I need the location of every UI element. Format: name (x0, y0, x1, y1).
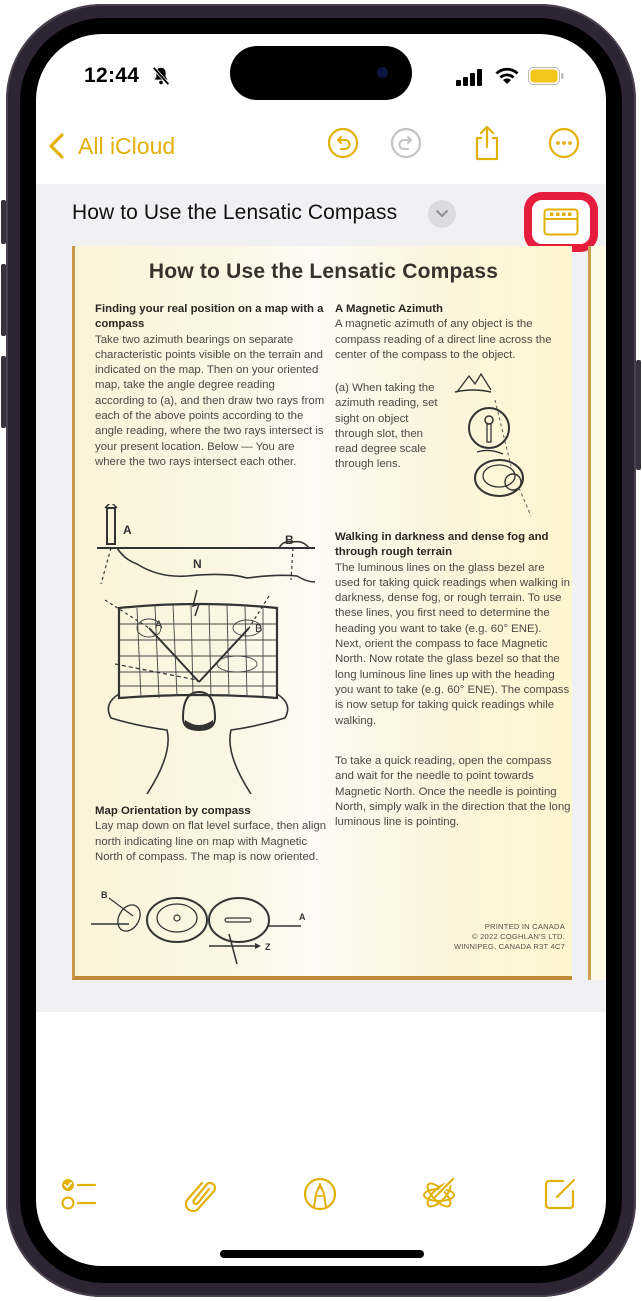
section-finding-position (95, 302, 327, 470)
compass-map-illustration (89, 884, 319, 968)
footer-line: WINNIPEG, CANADA R3T 4C7 (454, 942, 565, 951)
paperclip-icon (183, 1176, 217, 1212)
label-b: B (101, 890, 108, 900)
wifi-icon (494, 65, 520, 85)
checklist-button[interactable] (56, 1170, 104, 1218)
share-icon (472, 125, 502, 161)
compose-button[interactable] (536, 1170, 584, 1218)
section-title: A Magnetic Azimuth (335, 303, 443, 315)
scan-title: How to Use the Lensatic Compass (72, 201, 398, 224)
more-icon (548, 127, 580, 159)
writing-tools-button[interactable] (416, 1170, 464, 1218)
undo-icon (327, 127, 359, 159)
markup-pen-icon (302, 1176, 338, 1212)
label-a: A (299, 912, 306, 922)
back-label: All iCloud (78, 132, 176, 159)
bottom-toolbar (36, 1170, 606, 1224)
redo-icon (390, 127, 422, 159)
chevron-left-icon (46, 133, 68, 159)
section-azimuth-step (335, 381, 445, 473)
volume-up-button (1, 264, 6, 336)
checklist-icon (61, 1177, 99, 1211)
section-magnetic-azimuth (335, 302, 572, 363)
section-body: (a) When taking the azimuth reading, set sight on object through slot, then read degree scale through lens. (335, 382, 438, 471)
document-heading: How to Use the Lensatic Compass (148, 260, 499, 283)
compass-illustration (447, 370, 567, 520)
attachment-button[interactable] (176, 1170, 224, 1218)
section-body: The luminous lines on the glass bezel are used for taking quick readings when walking in darkness, dense fog, or rough terrain. To use these lines, you first need to determine the heading you want to take (e.g. 60° ENE). Next, orient the compass to face Magnetic North. Now rotate the glass bezel so that the long luminous line lines up with the heading you want to take (e.g. 60° ENE). The compass is now setup for taking quick readings while walking. (335, 561, 570, 727)
section-quick-reading (335, 754, 571, 830)
highlight-annotation (524, 192, 598, 252)
screen (36, 34, 606, 1266)
nav-bar (36, 118, 606, 180)
label-b: B (285, 533, 294, 547)
share-button[interactable] (466, 122, 508, 164)
bell-slash-icon (150, 65, 172, 87)
document-page[interactable] (72, 246, 572, 980)
more-button[interactable] (543, 122, 585, 164)
section-title: Walking in darkness and dense fog and through rough terrain (335, 531, 549, 559)
chevron-down-icon (435, 209, 449, 219)
section-body: To take a quick reading, open the compass and wait for the needle to point towards Magnetic North. Once the needle is pointing North, simply walk in the direction that the long luminous line is pointing. (335, 755, 571, 829)
label-z: Z (265, 942, 271, 952)
document-footer (425, 922, 565, 952)
status-time: 12:44 (84, 64, 140, 87)
redo-button[interactable] (385, 122, 427, 164)
battery-icon (528, 67, 564, 85)
footer-line: PRINTED IN CANADA (484, 922, 565, 931)
undo-button[interactable] (322, 122, 364, 164)
section-walking-darkness (335, 530, 571, 729)
section-title: Map Orientation by compass (95, 805, 251, 817)
action-button (1, 200, 6, 244)
title-menu-button[interactable] (428, 200, 456, 228)
label-a: A (123, 523, 132, 537)
status-bar (36, 34, 606, 118)
section-title: Finding your real position on a map with a compass (95, 303, 324, 331)
section-map-orientation (95, 804, 331, 865)
cellular-signal-icon (456, 69, 484, 86)
map-label-a: A (155, 619, 163, 631)
section-body: Lay map down on flat level surface, then align north indicating line on map with Magnetic North of compass. The map is now oriented. (95, 820, 327, 863)
next-page-peek[interactable] (588, 246, 606, 980)
markup-button[interactable] (296, 1170, 344, 1218)
volume-down-button (1, 356, 6, 428)
gallery-grid-icon (543, 208, 579, 236)
map-label-b: B (255, 623, 263, 635)
scanned-document-attachment[interactable] (36, 184, 606, 1012)
front-camera (377, 67, 388, 78)
view-toggle-button[interactable] (532, 200, 590, 244)
writing-tools-icon (421, 1175, 459, 1213)
back-button[interactable] (46, 126, 175, 166)
map-triangulation-illustration (97, 504, 317, 794)
section-body: A magnetic azimuth of any object is the compass reading of a direct line across the center of the compass to the object. (335, 318, 552, 361)
compose-icon (543, 1177, 577, 1211)
home-indicator[interactable] (220, 1250, 424, 1258)
label-north: N (193, 557, 202, 571)
dynamic-island (230, 46, 412, 100)
section-body: Take two azimuth bearings on separate characteristic points visible on the terrain and indicated on the map. Then on youɾ oriented map, take the angle degree reading according to (a), and then draw two rays from each of the above points according to the angle reading, where the two rays intersect is your present location. Below — You are where the two rays intersect each other. (95, 333, 325, 468)
footer-line: © 2022 COGHLAN'S LTD. (472, 932, 565, 941)
power-button (636, 360, 641, 470)
